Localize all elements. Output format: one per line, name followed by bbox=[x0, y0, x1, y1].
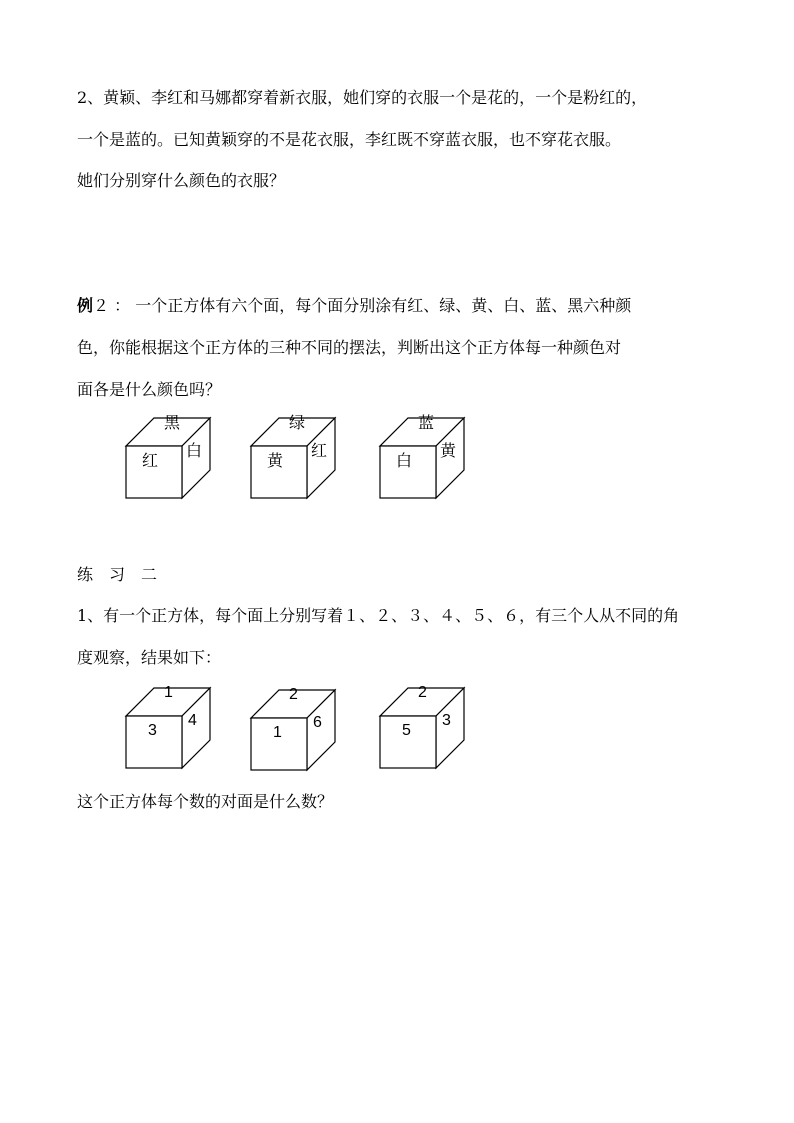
cube-front-label: 黄 bbox=[267, 451, 284, 470]
cube-front-label: 白 bbox=[396, 451, 413, 470]
color-cube-3 bbox=[380, 413, 470, 498]
example2-text-1: 一个正方体有六个面，每个面分别涂有红、绿、黄、白、蓝、黑六种颜 bbox=[135, 296, 632, 315]
color-cube-2 bbox=[251, 413, 341, 498]
problem2-line-3: 她们分别穿什么颜色的衣服？ bbox=[77, 171, 286, 190]
example2-line-2: 色，你能根据这个正方体的三种不同的摆法，判断出这个正方体每一种颜色对 bbox=[77, 338, 622, 357]
practice-line-1: 1、有一个正方体，每个面上分别写着１、２、３、４、５、６，有三个人从不同的角 bbox=[77, 606, 680, 625]
cube-top-label: 2 bbox=[418, 684, 427, 701]
example2-line-3: 面各是什么颜色吗？ bbox=[77, 380, 222, 399]
number-cube-2 bbox=[251, 686, 341, 770]
practice-question: 这个正方体每个数的对面是什么数？ bbox=[77, 792, 334, 811]
example2-line-1 bbox=[77, 296, 631, 316]
cube-top-label: 2 bbox=[289, 686, 298, 703]
cube-front-label: 1 bbox=[273, 724, 282, 741]
problem2-line-1: 2、黄颖、李红和马娜都穿着新衣服，她们穿的衣服一个是花的，一个是粉红的， bbox=[77, 88, 648, 107]
cube-side-label: 3 bbox=[442, 712, 451, 729]
cube-top-label: 绿 bbox=[289, 413, 306, 432]
problem2-line-2: 一个是蓝的。已知黄颖穿的不是花衣服，李红既不穿蓝衣服，也不穿花衣服。 bbox=[77, 130, 622, 149]
cube-side-label: 黄 bbox=[440, 441, 457, 460]
color-cube-1 bbox=[126, 413, 216, 498]
cube-front-label: 红 bbox=[142, 451, 159, 470]
practice-title: 练 习 二 bbox=[77, 565, 158, 584]
number-cube-3 bbox=[380, 684, 470, 768]
example2-label: 例 bbox=[77, 296, 94, 315]
practice-line-2: 度观察，结果如下： bbox=[77, 648, 222, 667]
cube-front-label: 5 bbox=[402, 722, 411, 739]
cube-side-label: 白 bbox=[186, 441, 203, 460]
cube-top-label: 蓝 bbox=[418, 413, 435, 432]
example2-number: ２ ： bbox=[93, 296, 131, 315]
number-cube-1 bbox=[126, 684, 216, 768]
cube-side-label: 4 bbox=[188, 712, 197, 729]
cube-side-label: 红 bbox=[311, 441, 328, 460]
cube-top-label: 1 bbox=[164, 684, 173, 701]
cube-side-label: 6 bbox=[313, 714, 322, 731]
cube-top-label: 黑 bbox=[164, 413, 181, 432]
cube-front-label: 3 bbox=[148, 722, 157, 739]
